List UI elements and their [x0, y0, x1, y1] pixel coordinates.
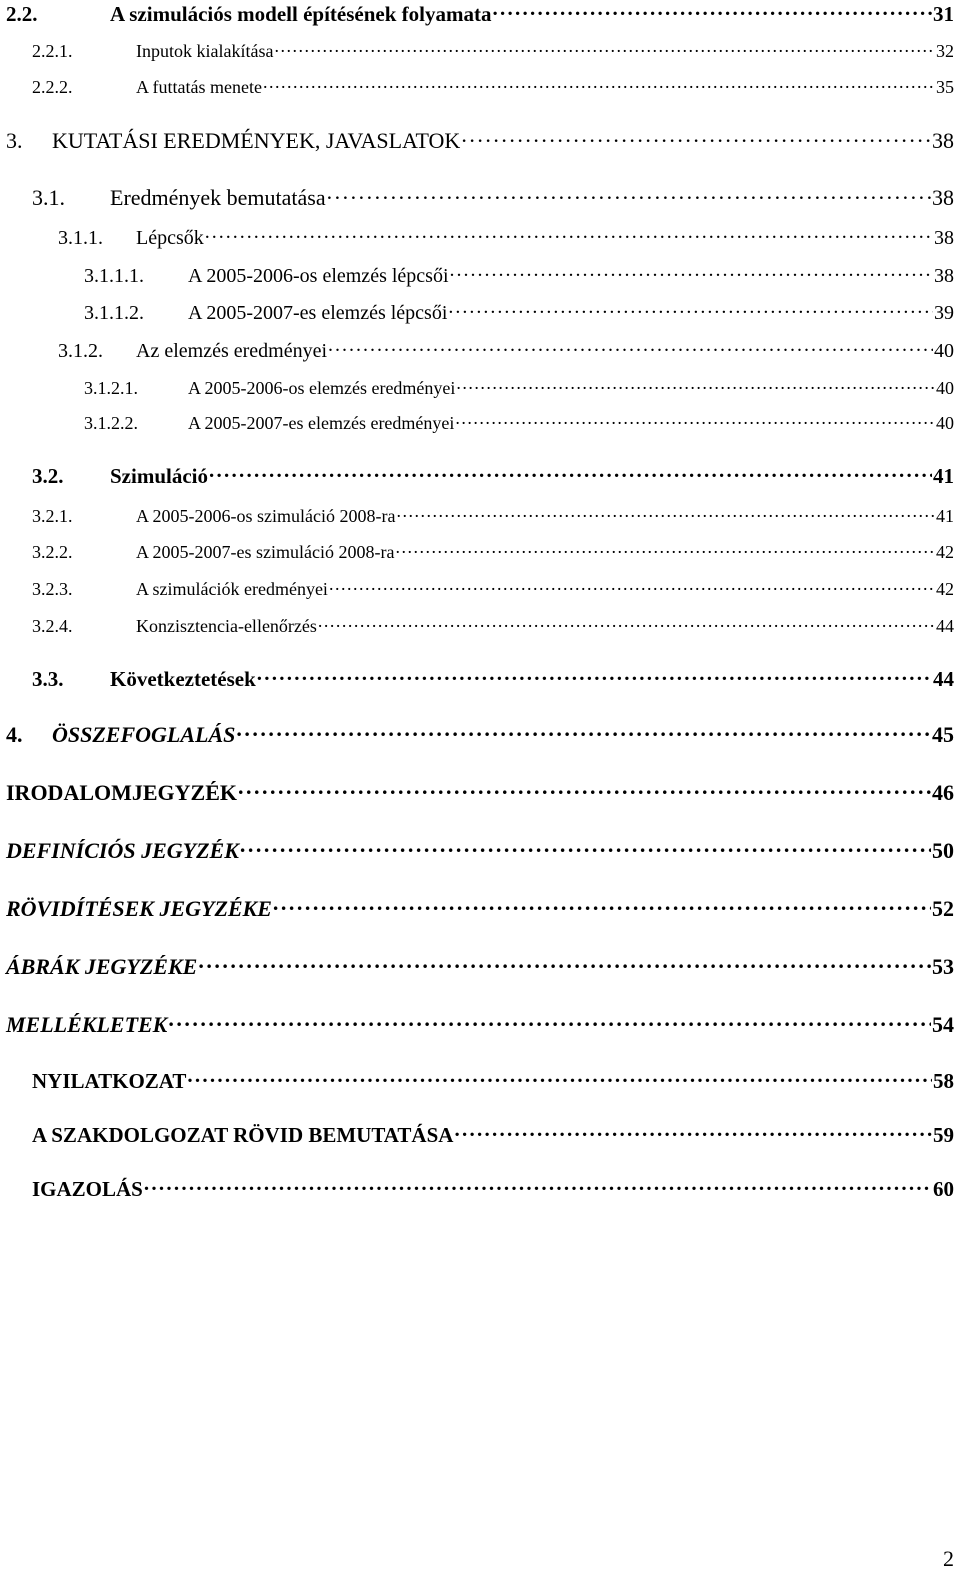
toc-entry[interactable]: [84, 262, 954, 288]
toc-entry[interactable]: [32, 1067, 954, 1094]
toc-entry-number: 3.1.1.1.: [84, 265, 144, 287]
toc-entry-page: 52: [932, 896, 954, 921]
toc-entry-title: Következtetések: [110, 667, 256, 691]
toc-entry-title: A szimulációs modell építésének folyamata: [110, 2, 492, 26]
toc-entry[interactable]: [32, 75, 954, 98]
toc-entry[interactable]: [6, 952, 954, 980]
toc-entry-number: 3.1.2.: [58, 340, 103, 362]
toc-entry[interactable]: [32, 462, 954, 489]
toc-entry[interactable]: [6, 126, 954, 154]
toc-entry-title: A 2005-2006-os szimuláció 2008-ra: [136, 506, 396, 526]
toc-entry-title: Konzisztencia-ellenőrzés: [136, 616, 317, 636]
toc-entry-number: 2.2.1.: [32, 41, 73, 61]
toc-entry-title: A 2005-2006-os elemzés lépcsői: [188, 265, 449, 287]
toc-entry-page: 38: [934, 227, 954, 249]
toc-entry[interactable]: [32, 614, 954, 637]
toc-entry-title: A 2005-2007-es szimuláció 2008-ra: [136, 542, 395, 562]
dot-leader: [492, 0, 932, 21]
toc-entry-page: 60: [933, 1177, 954, 1201]
toc-entry-title: A 2005-2007-es elemzés eredményei: [188, 413, 455, 433]
toc-entry-page: 40: [936, 413, 954, 433]
toc-entry-title: MELLÉKLETEK: [6, 1012, 168, 1037]
dot-leader: [456, 376, 935, 394]
toc-entry-page: 31: [933, 2, 954, 26]
toc-entry-title: Az elemzés eredményei: [136, 340, 328, 362]
toc-entry[interactable]: [32, 183, 954, 211]
toc-entry-page: 40: [934, 340, 954, 362]
toc-entry-page: 41: [936, 506, 954, 526]
toc-entry-title: IGAZOLÁS: [32, 1177, 143, 1201]
toc-entry-page: 44: [933, 667, 954, 691]
toc-entry-page: 59: [933, 1123, 954, 1147]
toc-entry[interactable]: [58, 224, 954, 250]
toc-entry-number: 3.2.4.: [32, 616, 73, 636]
dot-leader: [187, 1067, 932, 1088]
toc-entry[interactable]: [32, 540, 954, 563]
toc-entry-page: 58: [933, 1069, 954, 1093]
toc-entry[interactable]: [84, 376, 954, 399]
toc-entry-title: Lépcsők: [136, 227, 204, 249]
toc-entry[interactable]: [84, 299, 954, 325]
dot-leader: [263, 75, 935, 93]
toc-entry-title: IRODALOMJEGYZÉK: [6, 780, 238, 805]
toc-entry-page: 38: [932, 185, 954, 210]
dot-leader: [454, 1121, 932, 1142]
toc-entry-number: 2.2.2.: [32, 77, 73, 97]
toc-entry-page: 35: [936, 77, 954, 97]
dot-leader: [448, 299, 933, 319]
toc-entry-title: A SZAKDOLGOZAT RÖVID BEMUTATÁSA: [32, 1123, 454, 1147]
toc-entry-number: 3.2.1.: [32, 506, 73, 526]
toc-entry-number: 4.: [6, 722, 23, 747]
toc-entry-page: 53: [932, 954, 954, 979]
toc-entry-title: Szimuláció: [110, 464, 208, 488]
toc-entry-page: 45: [932, 722, 954, 747]
toc-entry-page: 40: [936, 378, 954, 398]
dot-leader: [450, 262, 934, 282]
toc-entry-number: 3.1.: [32, 185, 65, 210]
toc-entry[interactable]: [32, 665, 954, 692]
toc-entry[interactable]: [6, 836, 954, 864]
dot-leader: [461, 126, 931, 148]
toc-entry-number: 2.2.: [6, 2, 38, 26]
toc-entry[interactable]: [32, 39, 954, 62]
dot-leader: [168, 1010, 931, 1032]
toc-entry[interactable]: [84, 411, 954, 434]
dot-leader: [257, 665, 932, 686]
page-number: 2: [943, 1546, 954, 1571]
dot-leader: [455, 411, 935, 429]
toc-entry-number: 3.1.2.1.: [84, 378, 138, 398]
toc-entry-page: 41: [933, 464, 954, 488]
toc-entry-number: 3.2.3.: [32, 579, 73, 599]
dot-leader: [396, 504, 935, 522]
toc-entry-page: 44: [936, 616, 954, 636]
dot-leader: [329, 577, 935, 595]
toc-entry-number: 3.2.2.: [32, 542, 73, 562]
dot-leader: [273, 894, 931, 916]
toc-entry-title: NYILATKOZAT: [32, 1069, 187, 1093]
toc-entry-page: 54: [932, 1012, 954, 1037]
dot-leader: [238, 778, 931, 800]
toc-entry-page: 32: [936, 41, 954, 61]
toc-entry-title: Inputok kialakítása: [136, 41, 274, 61]
toc-entry[interactable]: [6, 0, 954, 27]
toc-entry-title: ÖSSZEFOGLALÁS: [52, 722, 236, 747]
toc-entry-page: 46: [932, 780, 954, 805]
toc-entry[interactable]: [6, 720, 954, 748]
toc-entry-page: 42: [936, 579, 954, 599]
dot-leader: [327, 183, 931, 205]
toc-entry-title: DEFINÍCIÓS JEGYZÉK: [6, 838, 239, 863]
toc-entry-page: 38: [934, 265, 954, 287]
toc-entry-number: 3.1.1.2.: [84, 302, 144, 324]
toc-entry-title: A futtatás menete: [136, 77, 262, 97]
toc-entry-title: Eredmények bemutatása: [110, 185, 326, 210]
dot-leader: [205, 224, 933, 244]
toc-entry-number: 3.1.2.2.: [84, 413, 138, 433]
toc-entry-title: A szimulációk eredményei: [136, 579, 328, 599]
toc-entry-page: 42: [936, 542, 954, 562]
toc-entry[interactable]: [32, 504, 954, 527]
dot-leader: [144, 1175, 932, 1196]
dot-leader: [318, 614, 935, 632]
dot-leader: [395, 540, 935, 558]
dot-leader: [198, 952, 931, 974]
toc-entry-title: A 2005-2007-es elemzés lépcsői: [188, 302, 448, 324]
toc-entry-page: 50: [932, 838, 954, 863]
toc-entry-number: 3.1.1.: [58, 227, 103, 249]
toc-entry-page: 38: [932, 128, 954, 153]
dot-leader: [240, 836, 931, 858]
toc-entry[interactable]: [58, 337, 954, 363]
dot-leader: [274, 39, 935, 57]
toc-entry[interactable]: [32, 577, 954, 600]
toc-entry-number: 3.2.: [32, 464, 64, 488]
toc-entry-number: 3.: [6, 128, 23, 153]
toc-entry[interactable]: [32, 1121, 954, 1148]
toc-entry-title: KUTATÁSI EREDMÉNYEK, JAVASLATOK: [52, 128, 461, 153]
toc-entry-title: ÁBRÁK JEGYZÉKE: [6, 954, 198, 979]
toc-entry[interactable]: [32, 1175, 954, 1202]
toc-entry-number: 3.3.: [32, 667, 64, 691]
dot-leader: [209, 462, 932, 483]
toc-entry[interactable]: [6, 894, 954, 922]
toc-entry-title: RÖVIDÍTÉSEK JEGYZÉKE: [6, 896, 272, 921]
dot-leader: [328, 337, 933, 357]
toc-entry-page: 39: [934, 302, 954, 324]
toc-entry-title: A 2005-2006-os elemzés eredményei: [188, 378, 456, 398]
toc-entry[interactable]: [6, 1010, 954, 1038]
dot-leader: [236, 720, 931, 742]
toc-entry[interactable]: [6, 778, 954, 806]
